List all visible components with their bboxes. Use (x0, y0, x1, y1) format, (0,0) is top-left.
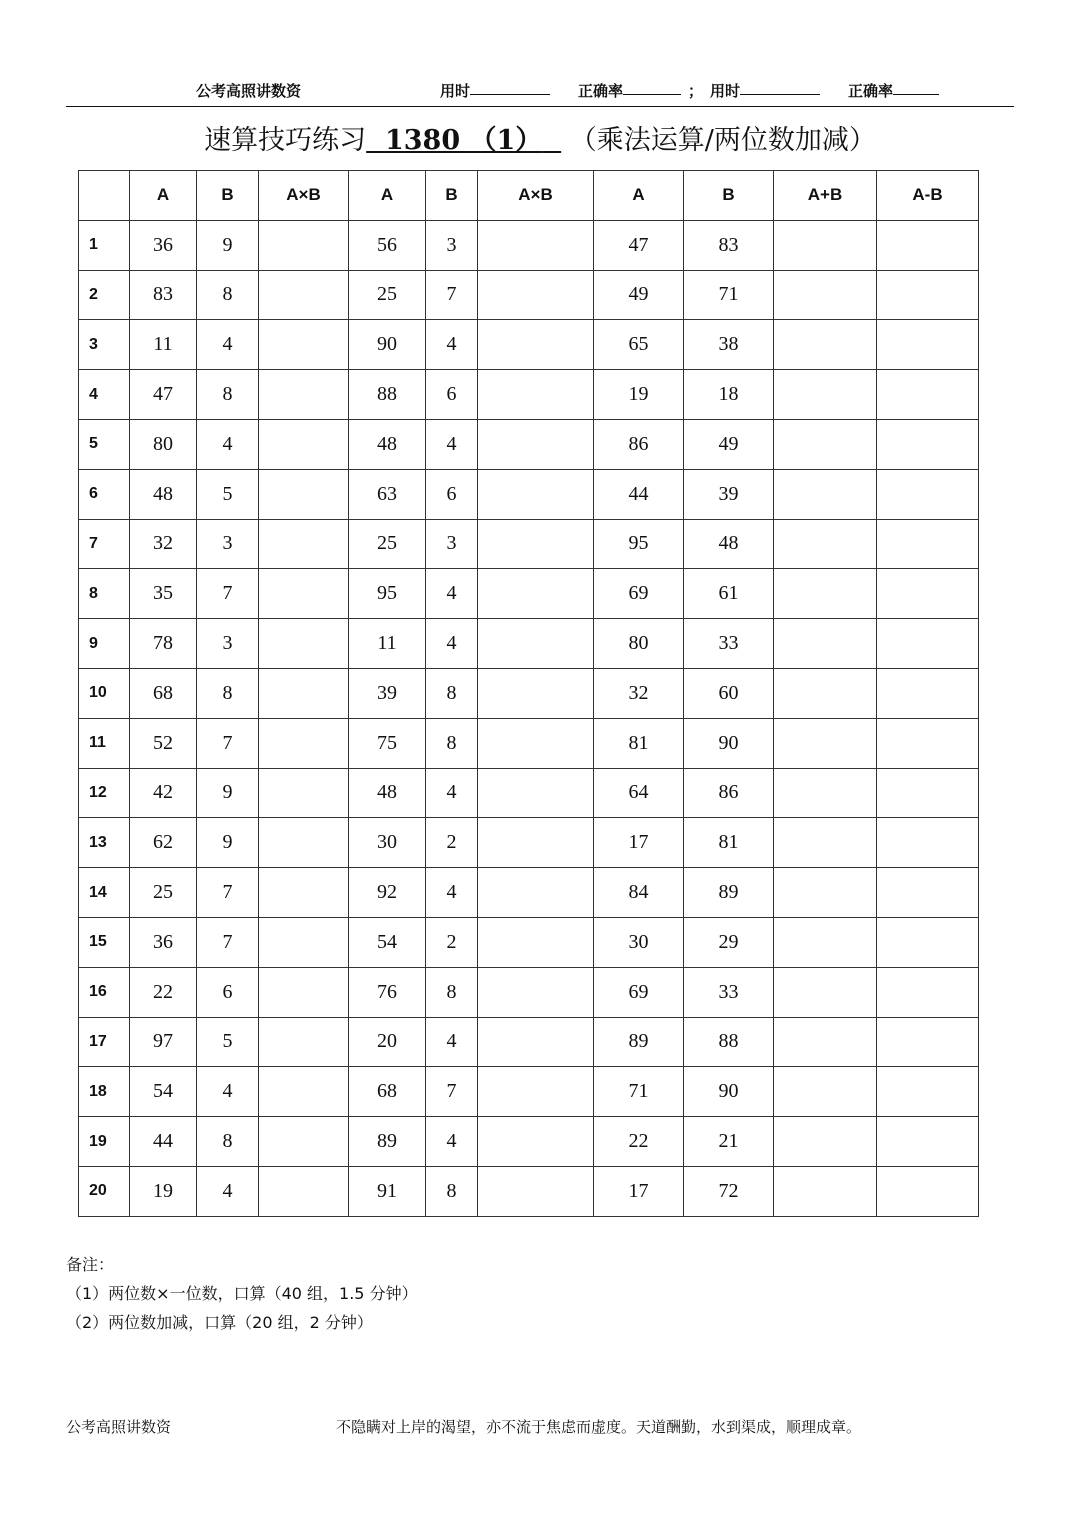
row-number: 4 (79, 370, 130, 420)
operand-cell: 68 (130, 668, 197, 718)
operand-cell: 83 (684, 220, 774, 270)
operand-cell: 22 (130, 967, 197, 1017)
operand-cell: 4 (197, 1166, 259, 1216)
operand-cell: 69 (594, 569, 684, 619)
operand-cell: 4 (197, 320, 259, 370)
answer-cell[interactable] (877, 1166, 979, 1216)
operand-cell: 49 (594, 270, 684, 320)
page-title (0, 118, 1080, 157)
table-row (79, 370, 979, 420)
operand-cell: 18 (684, 370, 774, 420)
answer-cell[interactable] (259, 220, 349, 270)
operand-cell: 11 (349, 619, 426, 669)
accuracy-label-1: 正确率 (578, 82, 624, 100)
operand-cell: 68 (349, 1067, 426, 1117)
header-brand: 公考高照讲数资 (196, 82, 302, 100)
operand-cell: 91 (349, 1166, 426, 1216)
column-header: A (594, 171, 684, 221)
answer-cell[interactable] (478, 519, 594, 569)
answer-cell[interactable] (774, 1017, 877, 1067)
operand-cell: 9 (197, 220, 259, 270)
time-label-1: 用时 (440, 82, 471, 100)
answer-cell[interactable] (877, 768, 979, 818)
column-header (79, 171, 130, 221)
answer-cell[interactable] (774, 370, 877, 420)
operand-cell: 48 (349, 419, 426, 469)
operand-cell: 7 (197, 917, 259, 967)
operand-cell: 71 (594, 1067, 684, 1117)
operand-cell: 33 (684, 967, 774, 1017)
note-item-1: （1）两位数×一位数，口算（40 组，1.5 分钟） (66, 1284, 418, 1303)
table-row (79, 818, 979, 868)
operand-cell: 19 (594, 370, 684, 420)
operand-cell: 48 (349, 768, 426, 818)
table-row (79, 419, 979, 469)
answer-cell[interactable] (478, 868, 594, 918)
operand-cell: 4 (426, 768, 478, 818)
operand-cell: 90 (684, 1067, 774, 1117)
answer-cell[interactable] (774, 469, 877, 519)
row-number: 16 (79, 967, 130, 1017)
operand-cell: 72 (684, 1166, 774, 1216)
answer-cell[interactable] (774, 619, 877, 669)
answer-cell[interactable] (478, 718, 594, 768)
answer-cell[interactable] (478, 1067, 594, 1117)
operand-cell: 63 (349, 469, 426, 519)
note-item-2: （2）两位数加减，口算（20 组，2 分钟） (66, 1313, 373, 1332)
answer-cell[interactable] (877, 917, 979, 967)
answer-cell[interactable] (478, 220, 594, 270)
table-row (79, 668, 979, 718)
operand-cell: 44 (130, 1117, 197, 1167)
operand-cell: 8 (426, 967, 478, 1017)
operand-cell: 8 (426, 668, 478, 718)
operand-cell: 17 (594, 818, 684, 868)
operand-cell: 5 (197, 1017, 259, 1067)
answer-cell[interactable] (478, 1017, 594, 1067)
page-header (0, 80, 1080, 102)
operand-cell: 90 (684, 718, 774, 768)
operand-cell: 3 (197, 519, 259, 569)
operand-cell: 4 (197, 1067, 259, 1117)
operand-cell: 4 (426, 419, 478, 469)
operand-cell: 3 (426, 519, 478, 569)
row-number: 17 (79, 1017, 130, 1067)
operand-cell: 7 (197, 569, 259, 619)
column-header: A×B (259, 171, 349, 221)
operand-cell: 6 (197, 967, 259, 1017)
header-separator: ； (688, 82, 704, 100)
table-row (79, 519, 979, 569)
answer-cell[interactable] (774, 1117, 877, 1167)
table-row (79, 569, 979, 619)
time-label-2: 用时 (710, 82, 741, 100)
operand-cell: 8 (197, 668, 259, 718)
operand-cell: 3 (197, 619, 259, 669)
operand-cell: 83 (130, 270, 197, 320)
operand-cell: 80 (130, 419, 197, 469)
answer-cell[interactable] (478, 768, 594, 818)
operand-cell: 20 (349, 1017, 426, 1067)
answer-cell[interactable] (877, 1117, 979, 1167)
operand-cell: 7 (426, 1067, 478, 1117)
operand-cell: 89 (349, 1117, 426, 1167)
column-header: A-B (877, 171, 979, 221)
operand-cell: 90 (349, 320, 426, 370)
row-number: 20 (79, 1166, 130, 1216)
row-number: 8 (79, 569, 130, 619)
table-row (79, 768, 979, 818)
answer-cell[interactable] (774, 569, 877, 619)
operand-cell: 5 (197, 469, 259, 519)
operand-cell: 39 (684, 469, 774, 519)
operand-cell: 22 (594, 1117, 684, 1167)
operand-cell: 62 (130, 818, 197, 868)
operand-cell: 9 (197, 768, 259, 818)
operand-cell: 32 (130, 519, 197, 569)
answer-cell[interactable] (259, 320, 349, 370)
operand-cell: 25 (130, 868, 197, 918)
operand-cell: 95 (349, 569, 426, 619)
answer-cell[interactable] (774, 718, 877, 768)
operand-cell: 80 (594, 619, 684, 669)
operand-cell: 56 (349, 220, 426, 270)
answer-cell[interactable] (774, 668, 877, 718)
operand-cell: 75 (349, 718, 426, 768)
time-blank-1 (470, 80, 550, 95)
time-field-2 (710, 80, 740, 101)
answer-cell[interactable] (259, 818, 349, 868)
answer-cell[interactable] (478, 1166, 594, 1216)
practice-table (78, 170, 979, 1217)
row-number: 5 (79, 419, 130, 469)
column-header: B (426, 171, 478, 221)
operand-cell: 78 (130, 619, 197, 669)
operand-cell: 39 (349, 668, 426, 718)
row-number: 3 (79, 320, 130, 370)
row-number: 13 (79, 818, 130, 868)
operand-cell: 47 (130, 370, 197, 420)
operand-cell: 89 (594, 1017, 684, 1067)
operand-cell: 25 (349, 270, 426, 320)
operand-cell: 4 (426, 569, 478, 619)
answer-cell[interactable] (877, 718, 979, 768)
answer-cell[interactable] (877, 569, 979, 619)
operand-cell: 4 (426, 619, 478, 669)
operand-cell: 6 (426, 469, 478, 519)
footer-motto: 不隐瞒对上岸的渴望，亦不流于焦虑而虚度。天道酬勤，水到渠成，顺理成章。 (336, 1418, 862, 1436)
operand-cell: 7 (426, 270, 478, 320)
page-footer (0, 1416, 1080, 1438)
operand-cell: 61 (684, 569, 774, 619)
operand-cell: 35 (130, 569, 197, 619)
answer-cell[interactable] (877, 1017, 979, 1067)
operand-cell: 88 (684, 1017, 774, 1067)
row-number: 15 (79, 917, 130, 967)
operand-cell: 2 (426, 917, 478, 967)
operand-cell: 17 (594, 1166, 684, 1216)
answer-cell[interactable] (877, 668, 979, 718)
table-header-row (79, 171, 979, 221)
operand-cell: 81 (684, 818, 774, 868)
operand-cell: 36 (130, 917, 197, 967)
accuracy-field-2 (848, 80, 893, 101)
answer-cell[interactable] (877, 220, 979, 270)
answer-cell[interactable] (774, 519, 877, 569)
operand-cell: 95 (594, 519, 684, 569)
answer-cell[interactable] (478, 569, 594, 619)
answer-cell[interactable] (774, 868, 877, 918)
answer-cell[interactable] (478, 668, 594, 718)
operand-cell: 4 (426, 1117, 478, 1167)
answer-cell[interactable] (478, 967, 594, 1017)
answer-cell[interactable] (478, 1117, 594, 1167)
table-row (79, 1067, 979, 1117)
operand-cell: 84 (594, 868, 684, 918)
answer-cell[interactable] (877, 1067, 979, 1117)
operand-cell: 3 (426, 220, 478, 270)
header-rule (66, 106, 1014, 107)
accuracy-field-1 (578, 80, 623, 101)
answer-cell[interactable] (877, 370, 979, 420)
table-row (79, 967, 979, 1017)
answer-cell[interactable] (774, 419, 877, 469)
notes-heading: 备注： (66, 1255, 115, 1274)
operand-cell: 81 (594, 718, 684, 768)
answer-cell[interactable] (877, 270, 979, 320)
answer-cell[interactable] (774, 1067, 877, 1117)
table-row (79, 1117, 979, 1167)
answer-cell[interactable] (259, 370, 349, 420)
operand-cell: 6 (426, 370, 478, 420)
table-row (79, 220, 979, 270)
answer-cell[interactable] (478, 917, 594, 967)
answer-cell[interactable] (478, 469, 594, 519)
column-header: B (197, 171, 259, 221)
answer-cell[interactable] (259, 768, 349, 818)
answer-cell[interactable] (774, 320, 877, 370)
operand-cell: 8 (426, 718, 478, 768)
table-row (79, 469, 979, 519)
table-row (79, 718, 979, 768)
operand-cell: 29 (684, 917, 774, 967)
answer-cell[interactable] (259, 569, 349, 619)
operand-cell: 25 (349, 519, 426, 569)
operand-cell: 86 (594, 419, 684, 469)
operand-cell: 11 (130, 320, 197, 370)
column-header: A (130, 171, 197, 221)
table-row (79, 1017, 979, 1067)
time-blank-2 (740, 80, 820, 95)
table-row (79, 619, 979, 669)
answer-cell[interactable] (877, 469, 979, 519)
column-header: B (684, 171, 774, 221)
operand-cell: 8 (197, 270, 259, 320)
answer-cell[interactable] (259, 1166, 349, 1216)
title-number (366, 125, 561, 156)
answer-cell[interactable] (877, 967, 979, 1017)
operand-cell: 60 (684, 668, 774, 718)
answer-cell[interactable] (774, 967, 877, 1017)
operand-cell: 97 (130, 1017, 197, 1067)
answer-cell[interactable] (478, 270, 594, 320)
operand-cell: 86 (684, 768, 774, 818)
column-header: A×B (478, 171, 594, 221)
table-row (79, 868, 979, 918)
answer-cell[interactable] (259, 419, 349, 469)
column-header: A (349, 171, 426, 221)
answer-cell[interactable] (478, 818, 594, 868)
operand-cell: 54 (130, 1067, 197, 1117)
table-row (79, 270, 979, 320)
answer-cell[interactable] (774, 270, 877, 320)
operand-cell: 4 (426, 868, 478, 918)
row-number: 11 (79, 718, 130, 768)
row-number: 10 (79, 668, 130, 718)
operand-cell: 52 (130, 718, 197, 768)
operand-cell: 64 (594, 768, 684, 818)
title-prefix: 速算技巧练习 (204, 125, 367, 156)
title-suffix: （乘法运算/两位数加减） (569, 125, 876, 156)
answer-cell[interactable] (774, 1166, 877, 1216)
answer-cell[interactable] (877, 419, 979, 469)
operand-cell: 69 (594, 967, 684, 1017)
answer-cell[interactable] (478, 419, 594, 469)
row-number: 18 (79, 1067, 130, 1117)
answer-cell[interactable] (259, 519, 349, 569)
row-number: 1 (79, 220, 130, 270)
operand-cell: 30 (349, 818, 426, 868)
answer-cell[interactable] (259, 1017, 349, 1067)
answer-cell[interactable] (877, 868, 979, 918)
operand-cell: 7 (197, 718, 259, 768)
answer-cell[interactable] (877, 320, 979, 370)
answer-cell[interactable] (259, 668, 349, 718)
accuracy-blank-1 (623, 80, 681, 95)
operand-cell: 4 (426, 320, 478, 370)
operand-cell: 49 (684, 419, 774, 469)
answer-cell[interactable] (259, 868, 349, 918)
time-field-1 (440, 80, 470, 101)
operand-cell: 54 (349, 917, 426, 967)
answer-cell[interactable] (259, 1067, 349, 1117)
answer-cell[interactable] (259, 270, 349, 320)
row-number: 2 (79, 270, 130, 320)
operand-cell: 47 (594, 220, 684, 270)
operand-cell: 8 (426, 1166, 478, 1216)
row-number: 12 (79, 768, 130, 818)
operand-cell: 8 (197, 370, 259, 420)
operand-cell: 71 (684, 270, 774, 320)
operand-cell: 9 (197, 818, 259, 868)
answer-cell[interactable] (877, 619, 979, 669)
operand-cell: 7 (197, 868, 259, 918)
row-number: 6 (79, 469, 130, 519)
operand-cell: 36 (130, 220, 197, 270)
table-body (79, 220, 979, 1216)
operand-cell: 76 (349, 967, 426, 1017)
operand-cell: 4 (426, 1017, 478, 1067)
notes (66, 1250, 418, 1337)
answer-cell[interactable] (259, 917, 349, 967)
operand-cell: 48 (130, 469, 197, 519)
answer-cell[interactable] (259, 1117, 349, 1167)
operand-cell: 89 (684, 868, 774, 918)
answer-cell[interactable] (259, 469, 349, 519)
row-number: 7 (79, 519, 130, 569)
answer-cell[interactable] (877, 519, 979, 569)
answer-cell[interactable] (478, 619, 594, 669)
table-row (79, 917, 979, 967)
footer-brand: 公考高照讲数资 (66, 1418, 172, 1436)
title-number-text: 1380 （1） (384, 125, 543, 156)
answer-cell[interactable] (774, 768, 877, 818)
table-row (79, 1166, 979, 1216)
answer-cell[interactable] (259, 967, 349, 1017)
operand-cell: 65 (594, 320, 684, 370)
row-number: 14 (79, 868, 130, 918)
accuracy-blank-2 (893, 80, 939, 95)
operand-cell: 2 (426, 818, 478, 868)
operand-cell: 48 (684, 519, 774, 569)
accuracy-label-2: 正确率 (848, 82, 894, 100)
answer-cell[interactable] (478, 370, 594, 420)
answer-cell[interactable] (478, 320, 594, 370)
operand-cell: 30 (594, 917, 684, 967)
operand-cell: 38 (684, 320, 774, 370)
operand-cell: 44 (594, 469, 684, 519)
answer-cell[interactable] (259, 718, 349, 768)
table-row (79, 320, 979, 370)
answer-cell[interactable] (774, 917, 877, 967)
column-header: A+B (774, 171, 877, 221)
operand-cell: 19 (130, 1166, 197, 1216)
answer-cell[interactable] (774, 220, 877, 270)
answer-cell[interactable] (877, 818, 979, 868)
operand-cell: 88 (349, 370, 426, 420)
operand-cell: 42 (130, 768, 197, 818)
operand-cell: 8 (197, 1117, 259, 1167)
answer-cell[interactable] (259, 619, 349, 669)
row-number: 19 (79, 1117, 130, 1167)
operand-cell: 32 (594, 668, 684, 718)
row-number: 9 (79, 619, 130, 669)
operand-cell: 92 (349, 868, 426, 918)
operand-cell: 21 (684, 1117, 774, 1167)
operand-cell: 4 (197, 419, 259, 469)
operand-cell: 33 (684, 619, 774, 669)
answer-cell[interactable] (774, 818, 877, 868)
